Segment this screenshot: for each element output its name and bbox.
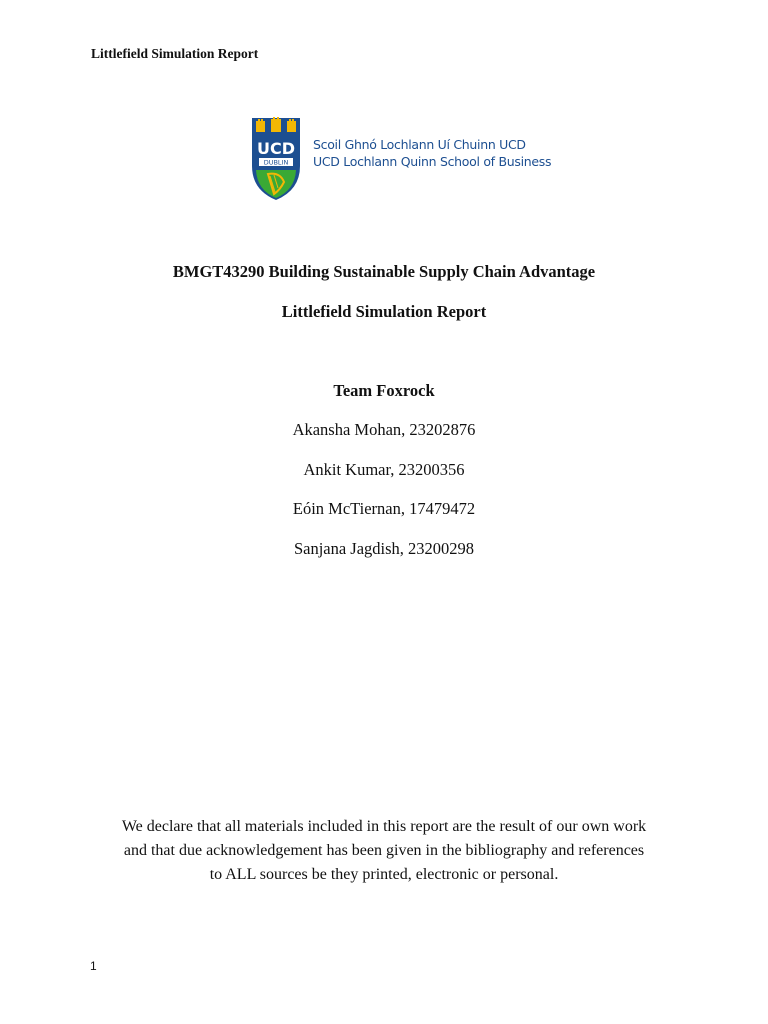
page-number: 1 [90, 959, 97, 973]
declaration [0, 815, 768, 887]
report-title: Littlefield Simulation Report [281, 302, 487, 321]
logo-text [313, 136, 551, 170]
declaration-line: and that due acknowledgement has been given in the bibliography and references [123, 842, 645, 859]
team-member: Eóin McTiernan, 17479472 [292, 499, 476, 518]
declaration-line: We declare that all materials included in this report are the result of our own work [121, 818, 647, 835]
course-title: BMGT43290 Building Sustainable Supply Chain Advantage [172, 262, 596, 281]
team-member: Sanjana Jagdish, 23200298 [293, 539, 475, 558]
logo-line-irish: Scoil Ghnó Lochlann Uí Chuinn UCD [313, 137, 526, 152]
running-header: Littlefield Simulation Report [91, 46, 259, 61]
svg-text:UCD: UCD [256, 139, 296, 158]
logo-line-english: UCD Lochlann Quinn School of Business [313, 154, 552, 169]
team-name: Team Foxrock [333, 381, 435, 400]
team-member: Akansha Mohan, 23202876 [292, 420, 476, 439]
declaration-line: to ALL sources be they printed, electronic or personal. [209, 866, 559, 883]
ucd-crest-icon [250, 114, 302, 204]
team-member: Ankit Kumar, 23200356 [303, 460, 465, 479]
svg-text:DUBLIN: DUBLIN [263, 158, 289, 167]
ucd-logo [250, 114, 552, 204]
